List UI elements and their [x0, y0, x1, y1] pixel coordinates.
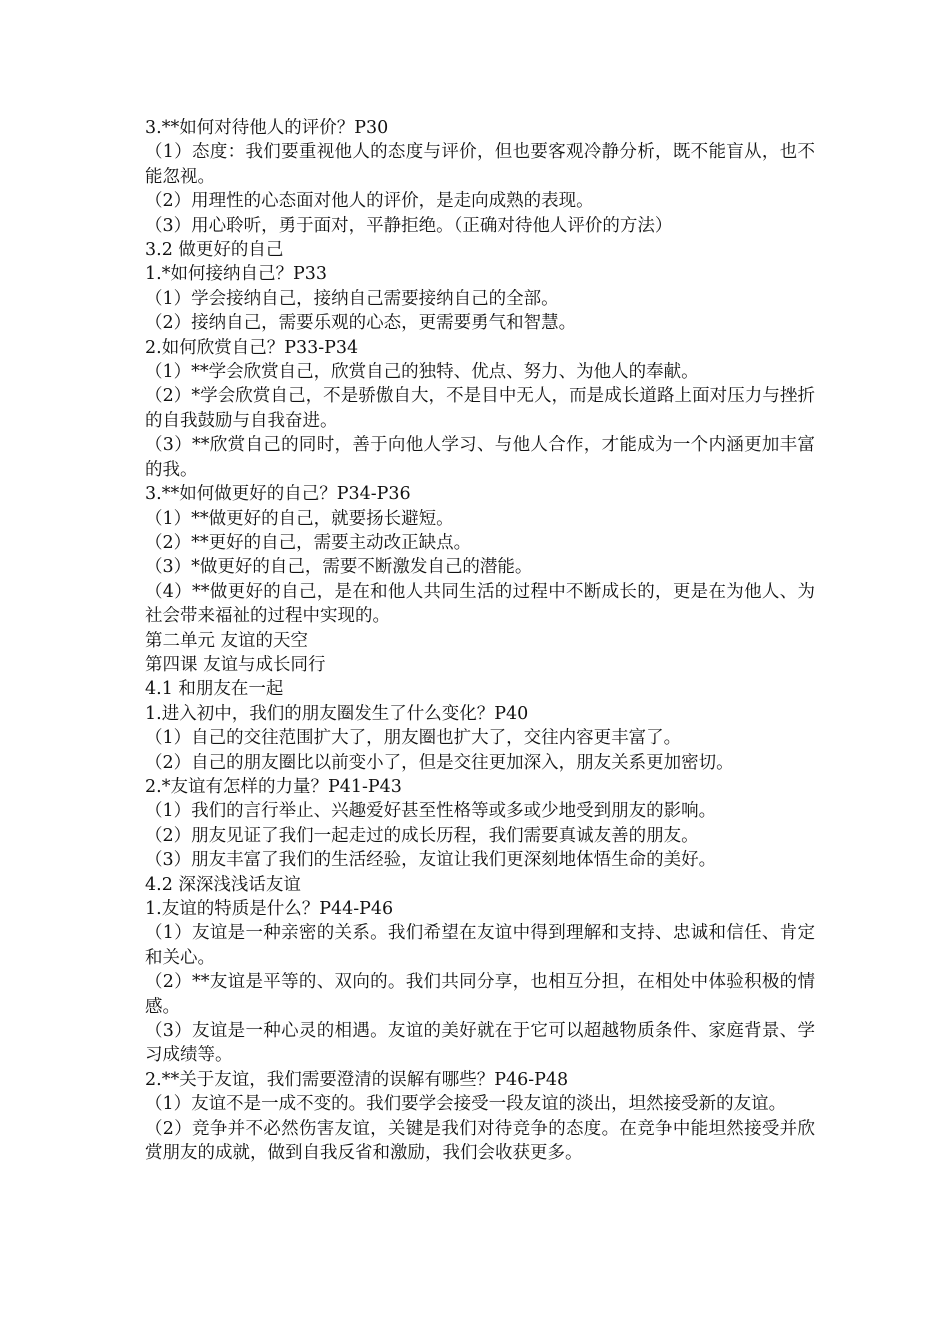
- answer-item: （1）**做更好的自己，就要扬长避短。: [145, 508, 454, 529]
- answer-item: （1）态度：我们要重视他人的态度与评价，但也要客观冷静分析，既不能盲从，也不能忽视。: [145, 142, 815, 187]
- answer-item: （3）朋友丰富了我们的生活经验，友谊让我们更深刻地体悟生命的美好。: [145, 850, 717, 871]
- answer-item: （2）**友谊是平等的、双向的。我们共同分享，也相互分担，在相处中体验积极的情感。: [145, 972, 815, 1017]
- answer-item: （4）**做更好的自己，是在和他人共同生活的过程中不断成长的，更是在为他人、为社会带来福祉的过程中实现的。: [145, 581, 815, 627]
- answer-item: （3）*做更好的自己，需要不断激发自己的潜能。: [145, 557, 533, 578]
- answer-item: （1）我们的言行举止、兴趣爱好甚至性格等或多或少地受到朋友的影响。: [145, 801, 717, 822]
- answer-item: （2）朋友见证了我们一起走过的成长历程，我们需要真诚友善的朋友。: [145, 825, 699, 846]
- answer-item: （1）友谊不是一成不变的。我们要学会接受一段友谊的淡出，坦然接受新的友谊。: [145, 1094, 787, 1115]
- question-heading: 3.**如何对待他人的评价？P30: [145, 118, 389, 138]
- answer-item: （1）友谊是一种亲密的关系。我们希望在友谊中得到理解和支持、忠诚和信任、肯定和关心。: [145, 923, 815, 968]
- answer-item: （2）自己的朋友圈比以前变小了，但是交往更加深入，朋友关系更加密切。: [145, 752, 734, 773]
- question-heading: 1.进入初中，我们的朋友圈发生了什么变化？P40: [145, 703, 529, 724]
- unit-heading: 第二单元 友谊的天空: [145, 630, 309, 651]
- question-heading: 1.*如何接纳自己？P33: [145, 264, 327, 285]
- question-heading: 2.*友谊有怎样的力量？P41-P43: [145, 776, 402, 797]
- answer-item: （2）*学会欣赏自己，不是骄傲自大，不是目中无人，而是成长道路上面对压力与挫折的自我鼓励与自我奋进。: [145, 386, 815, 431]
- document-page: [145, 116, 815, 1165]
- section-heading: 4.1 和朋友在一起: [145, 679, 284, 700]
- answer-item: （2）用理性的心态面对他人的评价，是走向成熟的表现。: [145, 191, 594, 212]
- answer-item: （2）竞争并不必然伤害友谊，关键是我们对待竞争的态度。在竞争中能坦然接受并欣赏朋友的成就，做到自我反省和激励，我们会收获更多。: [145, 1118, 815, 1164]
- answer-item: （2）**更好的自己，需要主动改正缺点。: [145, 532, 472, 553]
- answer-item: （3）用心聆听，勇于面对，平静拒绝。（正确对待他人评价的方法）: [145, 215, 673, 236]
- answer-item: （2）接纳自己，需要乐观的心态，更需要勇气和智慧。: [145, 313, 577, 334]
- section-heading: 4.2 深深浅浅话友谊: [145, 874, 301, 895]
- answer-item: （1）学会接纳自己，接纳自己需要接纳自己的全部。: [145, 288, 559, 309]
- answer-item: （1）自己的交往范围扩大了，朋友圈也扩大了，交往内容更丰富了。: [145, 728, 682, 749]
- answer-item: （1）**学会欣赏自己，欣赏自己的独特、优点、努力、为他人的奉献。: [145, 362, 699, 383]
- question-heading: 1.友谊的特质是什么？P44-P46: [145, 899, 394, 919]
- section-heading: 3.2 做更好的自己: [145, 240, 284, 261]
- question-heading: 3.**如何做更好的自己？P34-P36: [145, 484, 411, 505]
- answer-item: （3）友谊是一种心灵的相遇。友谊的美好就在于它可以超越物质条件、家庭背景、学习成绩等。: [145, 1021, 815, 1066]
- question-heading: 2.**关于友谊，我们需要澄清的误解有哪些？P46-P48: [145, 1069, 569, 1090]
- question-heading: 2.如何欣赏自己？P33-P34: [145, 337, 359, 358]
- answer-item: （3）**欣赏自己的同时，善于向他人学习、与他人合作，才能成为一个内涵更加丰富的我。: [145, 435, 815, 480]
- lesson-heading: 第四课 友谊与成长同行: [145, 654, 326, 675]
